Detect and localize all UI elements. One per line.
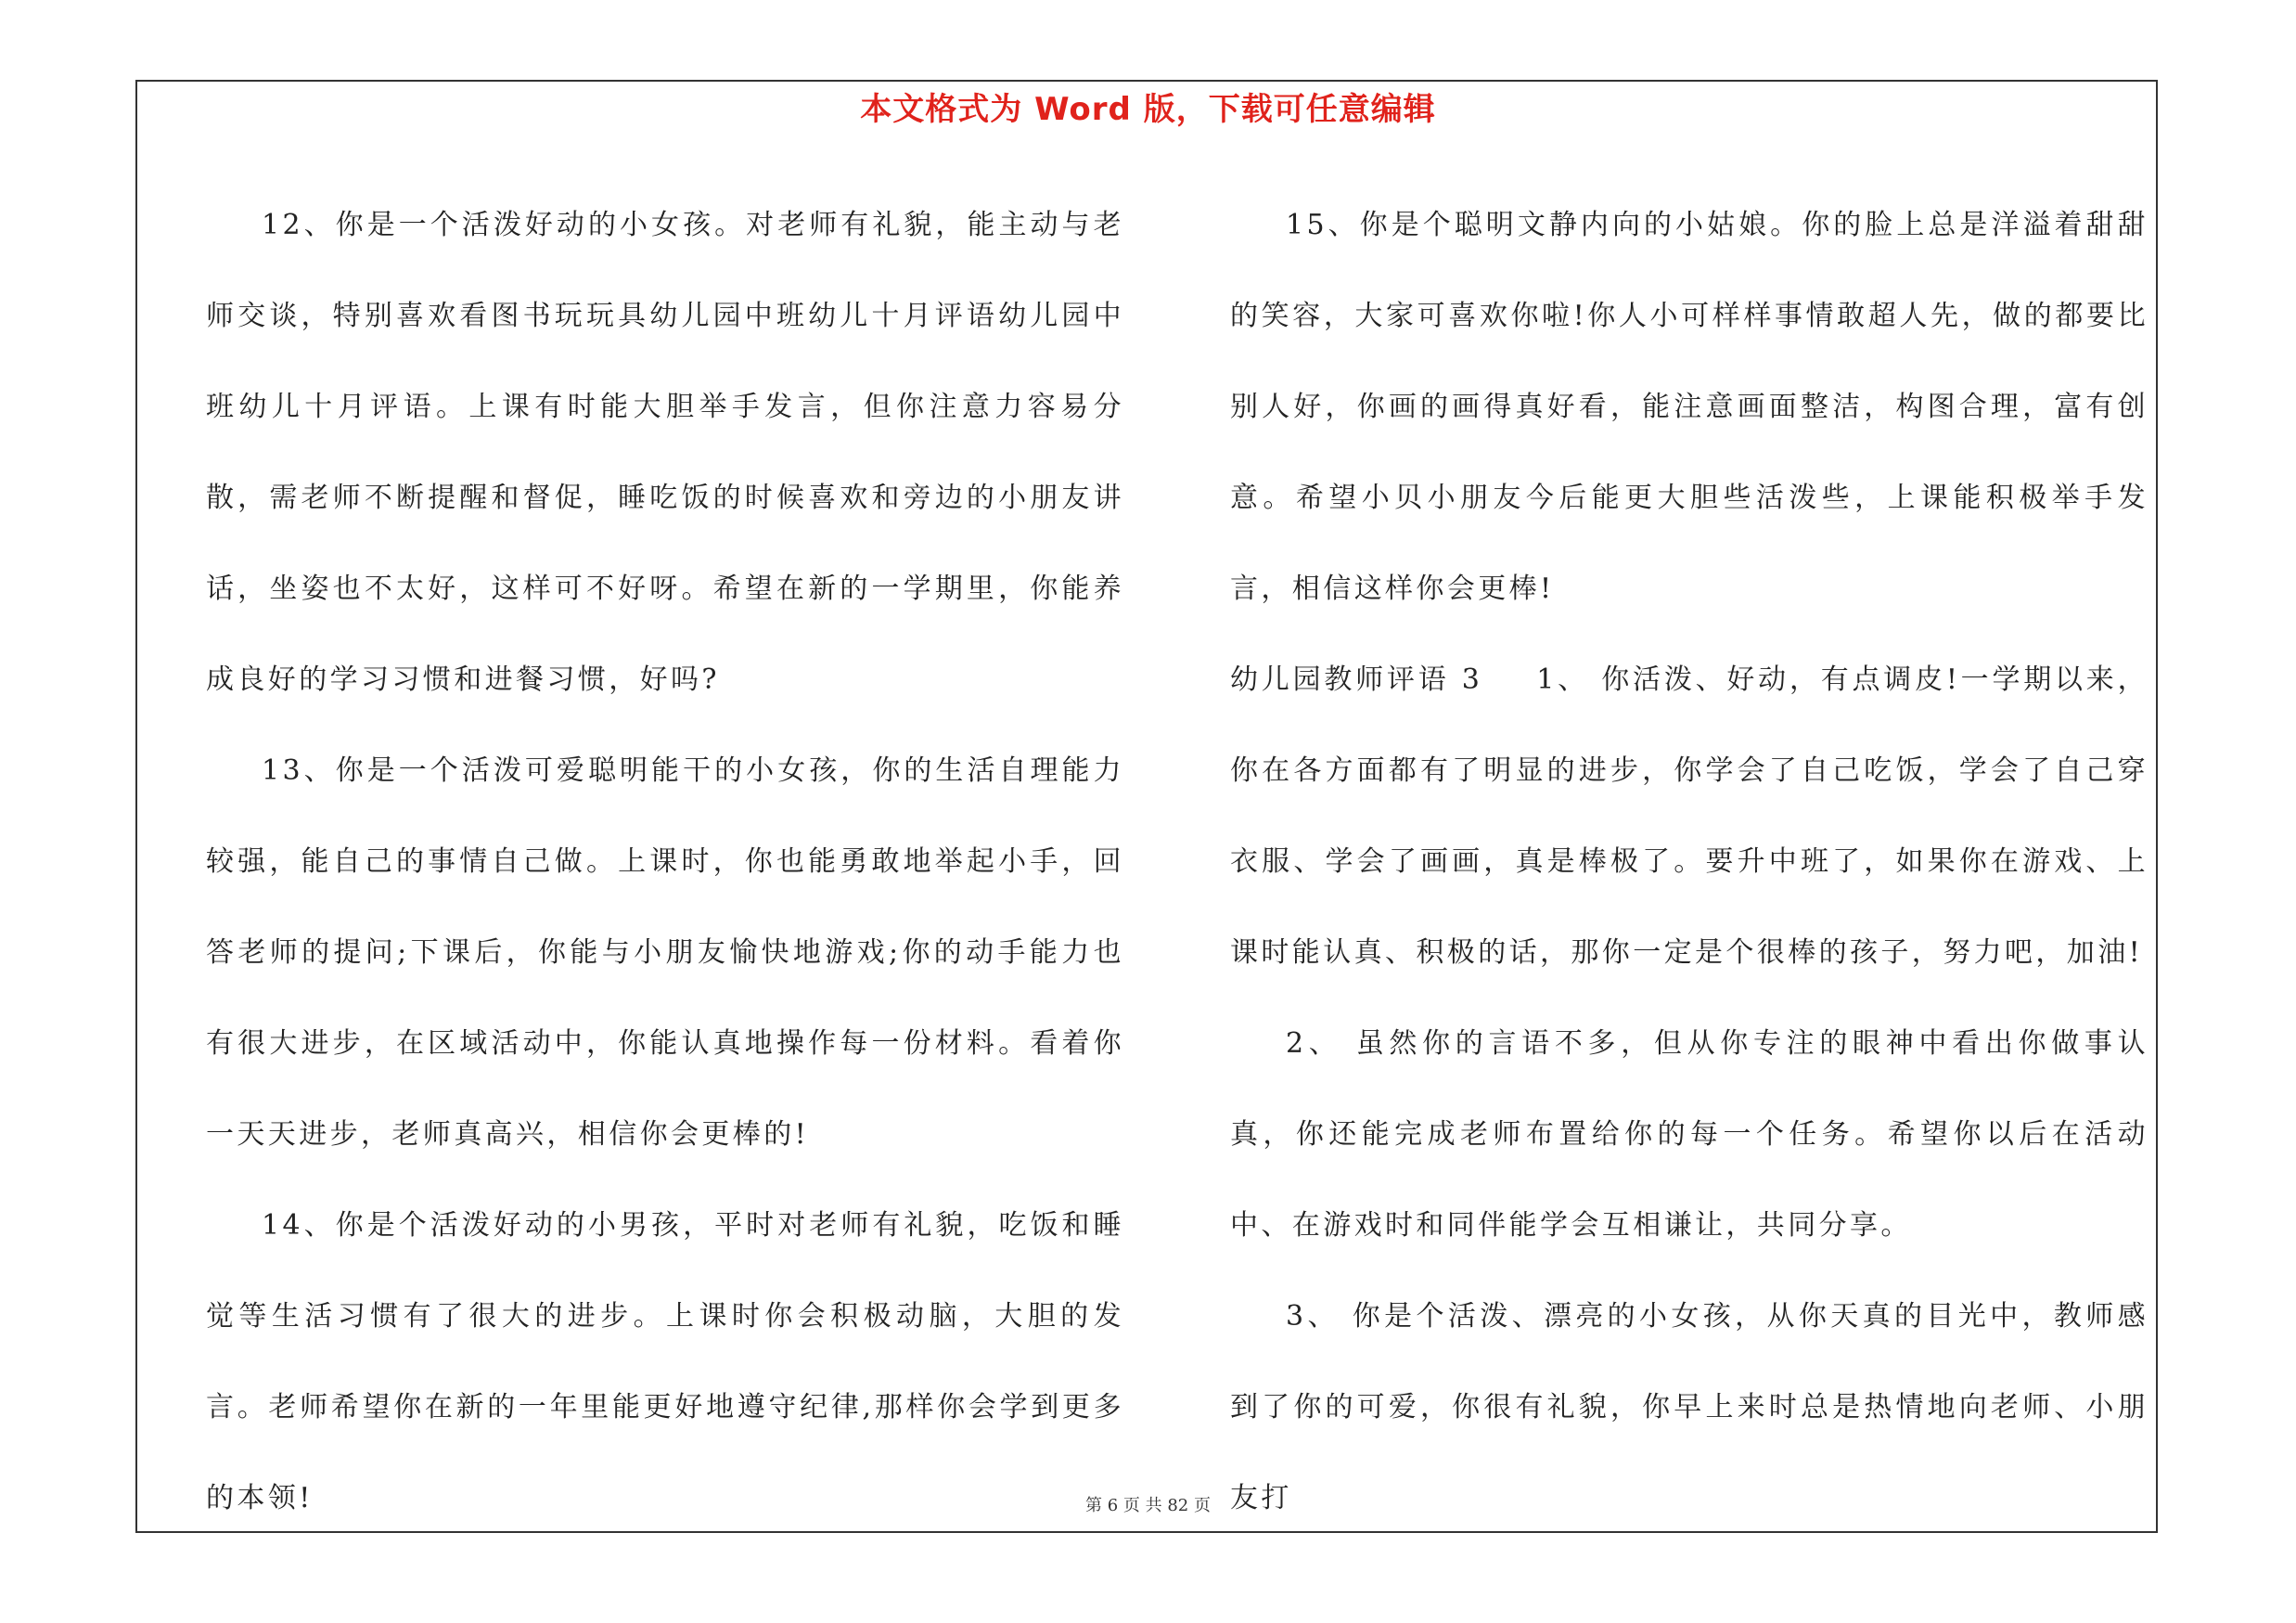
format-banner: 本文格式为 Word 版，下载可任意编辑 <box>860 91 1436 128</box>
comment-item-1: 1、 你活泼、好动，有点调皮!一学期以来，你在各方面都有了明显的进步，你学会了自己吃饭，学会了自己穿衣服、学会了画画，真是棒极了。要升中班了，如果你在游戏、上课时能认真、积极的话，那你一定是个很棒的孩子，努力吧，加油! <box>1230 663 2148 969</box>
right-column <box>1230 180 2148 1544</box>
page-number-footer: 第 6 页 共 82 页 <box>1085 1496 1211 1515</box>
section-heading: 幼儿园教师评语 3 <box>1230 663 1483 696</box>
comment-item-2: 2、 虽然你的言语不多，但从你专注的眼神中看出你做事认真，你还能完成老师布置给你的每一个任务。希望你以后在活动中、在游戏时和同伴能学会互相谦让，共同分享。 <box>1230 1027 2148 1242</box>
comment-paragraph-13: 13、你是一个活泼可爱聪明能干的小女孩，你的生活自理能力较强，能自己的事情自己做。上课时，你也能勇敢地举起小手，回答老师的提问;下课后，你能与小朋友愉快地游戏;你的动手能力也有很大进步，在区域活动中，你能认真地操作每一份材料。看着你一天天进步，老师真高兴，相信你会更棒的! <box>206 754 1124 1151</box>
comment-item-3: 3、 你是个活泼、漂亮的小女孩，从你天真的目光中，教师感到了你的可爱，你很有礼貌，你早上来时总是热情地向老师、小朋友打 <box>1230 1300 2148 1514</box>
comment-paragraph-14: 14、你是个活泼好动的小男孩，平时对老师有礼貌，吃饭和睡觉等生活习惯有了很大的进步。上课时你会积极动脑，大胆的发言。老师希望你在新的一年里能更好地遵守纪律,那样你会学到更多的本领! <box>206 1209 1124 1514</box>
section-paragraph-3 <box>1230 635 2148 998</box>
left-column <box>206 180 1124 1544</box>
comment-paragraph-12: 12、你是一个活泼好动的小女孩。对老师有礼貌，能主动与老师交谈，特别喜欢看图书玩玩具幼儿园中班幼儿十月评语幼儿园中班幼儿十月评语。上课有时能大胆举手发言，但你注意力容易分散，需老师不断提醒和督促，睡吃饭的时候喜欢和旁边的小朋友讲话，坐姿也不太好，这样可不好呀。希望在新的一学期里，你能养成良好的学习习惯和进餐习惯，好吗? <box>206 209 1124 696</box>
comment-paragraph-15: 15、你是个聪明文静内向的小姑娘。你的脸上总是洋溢着甜甜的笑容，大家可喜欢你啦!你人小可样样事情敢超人先，做的都要比别人好，你画的画得真好看，能注意画面整洁，构图合理，富有创意。希望小贝小朋友今后能更大胆些活泼些，上课能积极举手发言，相信这样你会更棒! <box>1230 209 2148 605</box>
